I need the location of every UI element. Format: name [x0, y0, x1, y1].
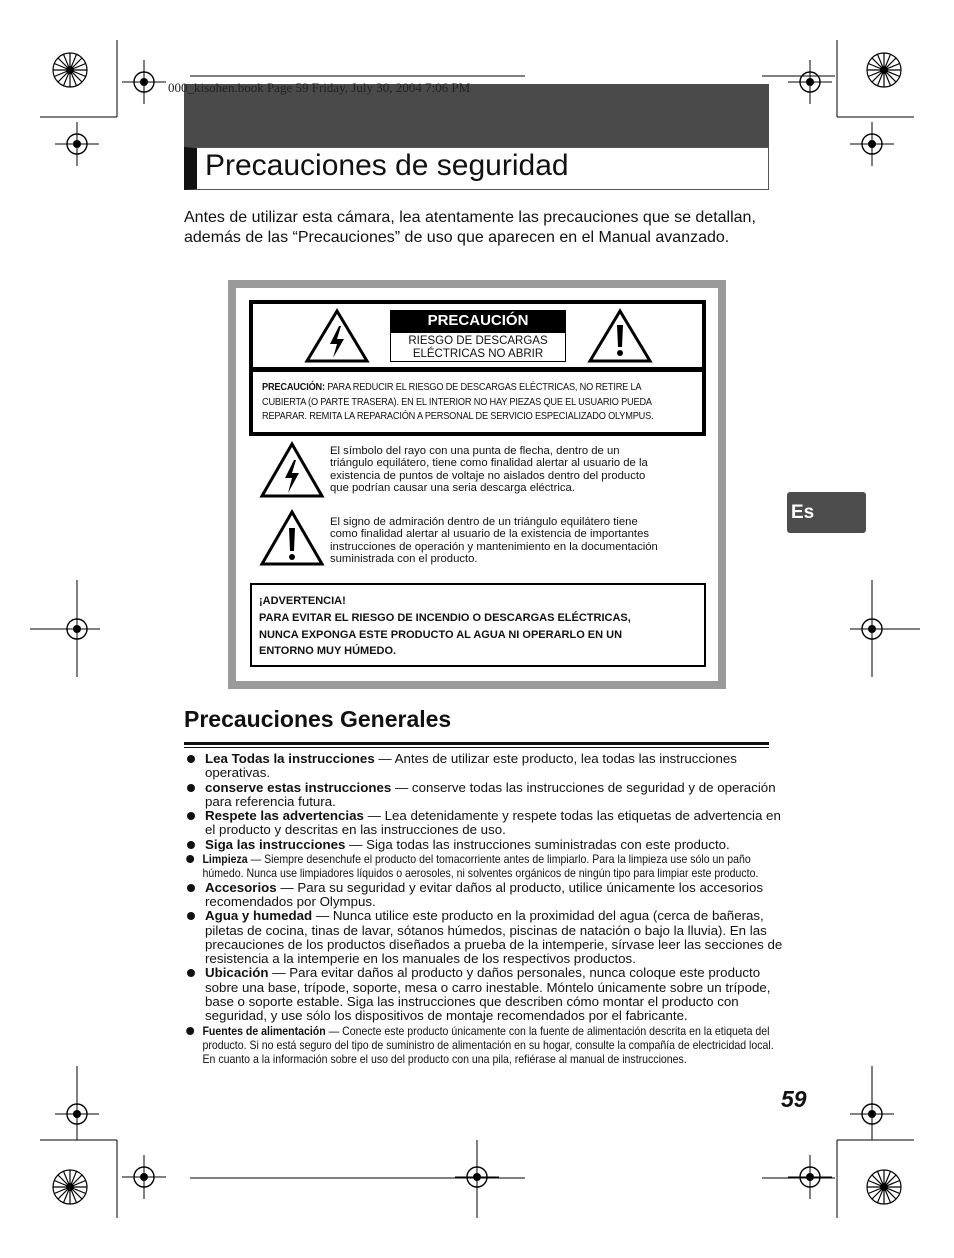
- caution-label: [249, 300, 706, 436]
- bullet-icon: [187, 884, 195, 892]
- safety-label-frame: [228, 280, 726, 689]
- list-item: [184, 752, 784, 781]
- item-term: Fuentes de alimentación: [202, 1023, 326, 1038]
- item-text: — Siga todas las instrucciones suministradas con este producto.: [345, 836, 730, 852]
- exclamation-line: como finalidad alertar al usuario de la existencia de importantes: [330, 528, 649, 541]
- bullet-icon: [186, 1027, 194, 1035]
- caution-text: [262, 381, 663, 425]
- caution-text-line2: CUBIERTA (O PARTE TRASERA). EN EL INTERIOR NO HAY PIEZAS QUE EL USUARIO PUEDA: [262, 396, 652, 408]
- list-item: [184, 852, 783, 881]
- lightning-line: existencia de puntos de voltaje no aislados dentro del producto: [330, 469, 646, 482]
- exclamation-description: [330, 516, 700, 565]
- language-tab: Es: [787, 492, 866, 533]
- warning-text: [259, 593, 631, 660]
- lightning-line: triángulo equilátero, tiene como finalidad alertar al usuario de la: [330, 457, 648, 470]
- list-item: [184, 809, 784, 838]
- item-text: — conserve todas las instrucciones de seguridad y de operación para referencia futura.: [205, 779, 776, 809]
- exclamation-triangle-icon: [259, 508, 325, 568]
- warning-line: NUNCA EXPONGA ESTE PRODUCTO AL AGUA NI OPERARLO EN UN: [259, 628, 623, 641]
- item-text: — Antes de utilizar este producto, lea todas las instrucciones operativas.: [205, 751, 737, 781]
- warning-line: ENTORNO MUY HÚMEDO.: [259, 645, 397, 658]
- exclamation-line: suministrada con el producto.: [330, 552, 478, 565]
- list-item: [184, 838, 784, 852]
- bullet-icon: [187, 755, 195, 763]
- tail-note: En cuanto a la información sobre el uso del producto con una pila, refiérase al manual de instrucciones.: [202, 1052, 687, 1067]
- bullet-icon: [187, 969, 195, 977]
- caution-sub-line1: RIESGO DE DESCARGAS: [408, 335, 548, 347]
- list-item: [184, 881, 784, 910]
- section-title: Precauciones Generales: [184, 706, 452, 732]
- page-title: Precauciones de seguridad: [205, 149, 569, 182]
- bullet-icon: [187, 841, 195, 849]
- list-item: [184, 909, 784, 966]
- item-term: Ubicación: [205, 965, 269, 981]
- item-term: Respete las advertencias: [205, 808, 364, 824]
- item-text: — Nunca utilice este producto en la proximidad del agua (cerca de bañeras, piletas de cocina, tinas de lavar, sótanos húmedos, piscinas de natación o bajo la lluvia). En las precauciones de los productos diseñados a prueba de la intemperie, sírvase leer las secciones de resistencia a la intemperie en los manuales de los respectivos productos.: [205, 908, 783, 967]
- intro-paragraph: Antes de utilizar esta cámara, lea atentamente las precauciones que se detallan, además de las “Precauciones” de uso que aparecen en el Manual avanzado.: [184, 209, 756, 246]
- caution-text-line1: PARA REDUCIR EL RIESGO DE DESCARGAS ELÉCTRICAS, NO RETIRE LA: [324, 382, 642, 393]
- item-text: — Conecte este producto únicamente con la fuente de alimentación descrita en la etiqueta del producto. Si no está seguro del tipo de suministro de alimentación en su hogar, consulte la compañía de electricidad local.: [202, 1023, 774, 1052]
- item-text: — Lea detenidamente y respete todas las etiquetas de advertencia en el producto y descritas en las instrucciones de uso.: [205, 808, 781, 838]
- precautions-list: [184, 752, 784, 1067]
- caution-text-box: [253, 372, 702, 432]
- caution-text-line3: REPARAR. REMITA LA REPARACIÓN A PERSONAL DE SERVICIO ESPECIALIZADO OLYMPUS.: [262, 411, 654, 422]
- bullet-icon: [187, 784, 195, 792]
- lightning-line: El símbolo del rayo con una punta de flecha, dentro de un: [330, 445, 620, 457]
- item-term: Lea Todas la instrucciones: [205, 751, 375, 766]
- list-item: [184, 781, 784, 810]
- safety-label: [236, 288, 718, 681]
- lightning-line: que podrían causar una seria descarga eléctrica.: [330, 481, 575, 494]
- warning-box: [250, 583, 706, 667]
- caution-text-lead: PRECAUCIÓN:: [262, 382, 325, 393]
- exclamation-line: El signo de admiración dentro de un triángulo equilátero tiene: [330, 516, 638, 528]
- item-text: — Para evitar daños al producto y daños personales, nunca coloque este producto sobre una base, trípode, soporte, mesa o carro inestable. Móntelo únicamente sobre un trípode, base o soporte estable. Siga las instrucciones que describen cómo montar el producto con seguridad, y use sólo los dispositivos de montaje recomendados por el fabricante.: [205, 965, 771, 1024]
- bullet-icon: [187, 812, 195, 820]
- item-term: Siga las instrucciones: [205, 836, 346, 852]
- item-term: Accesorios: [205, 879, 277, 895]
- lightning-triangle-icon: [259, 440, 325, 500]
- caution-subtitle: [390, 332, 566, 362]
- lightning-triangle-icon: [304, 308, 370, 364]
- page-number: 59: [781, 1086, 807, 1112]
- caution-upper: [253, 304, 702, 367]
- warning-title: ¡ADVERTENCIA!: [259, 595, 346, 607]
- exclamation-triangle-icon: [587, 308, 653, 364]
- exclamation-line: instrucciones de operación y mantenimiento en la documentación: [330, 540, 658, 553]
- bullet-icon: [186, 855, 194, 863]
- section-rule: [184, 742, 769, 745]
- list-item: [184, 1024, 783, 1053]
- warning-line: PARA EVITAR EL RIESGO DE INCENDIO O DESCARGAS ELÉCTRICAS,: [259, 611, 631, 624]
- item-term: conserve estas instrucciones: [205, 779, 392, 795]
- print-header: 000_kisohen.book Page 59 Friday, July 30, 2004 7:06 PM: [168, 80, 471, 95]
- item-term: Limpieza: [202, 852, 248, 867]
- section-rule: [184, 747, 769, 748]
- caution-title: PRECAUCIÓN: [390, 310, 566, 332]
- item-text: — Siempre desenchufe el producto del tomacorriente antes de limpiarlo. Para la limpieza use sólo un paño húmedo. Nunca use limpiadores líquidos o aerosoles, ni solventes orgánicos de ningún tipo para limpiar este producto.: [202, 852, 759, 881]
- item-text: — Para su seguridad y evitar daños al producto, utilice únicamente los accesorios recomendados por Olympus.: [205, 879, 764, 909]
- caution-sub-line2: ELÉCTRICAS NO ABRIR: [412, 348, 544, 360]
- list-item: [184, 966, 784, 1023]
- item-term: Agua y humedad: [205, 908, 313, 924]
- bullet-icon: [187, 912, 195, 920]
- lightning-description: [330, 445, 700, 494]
